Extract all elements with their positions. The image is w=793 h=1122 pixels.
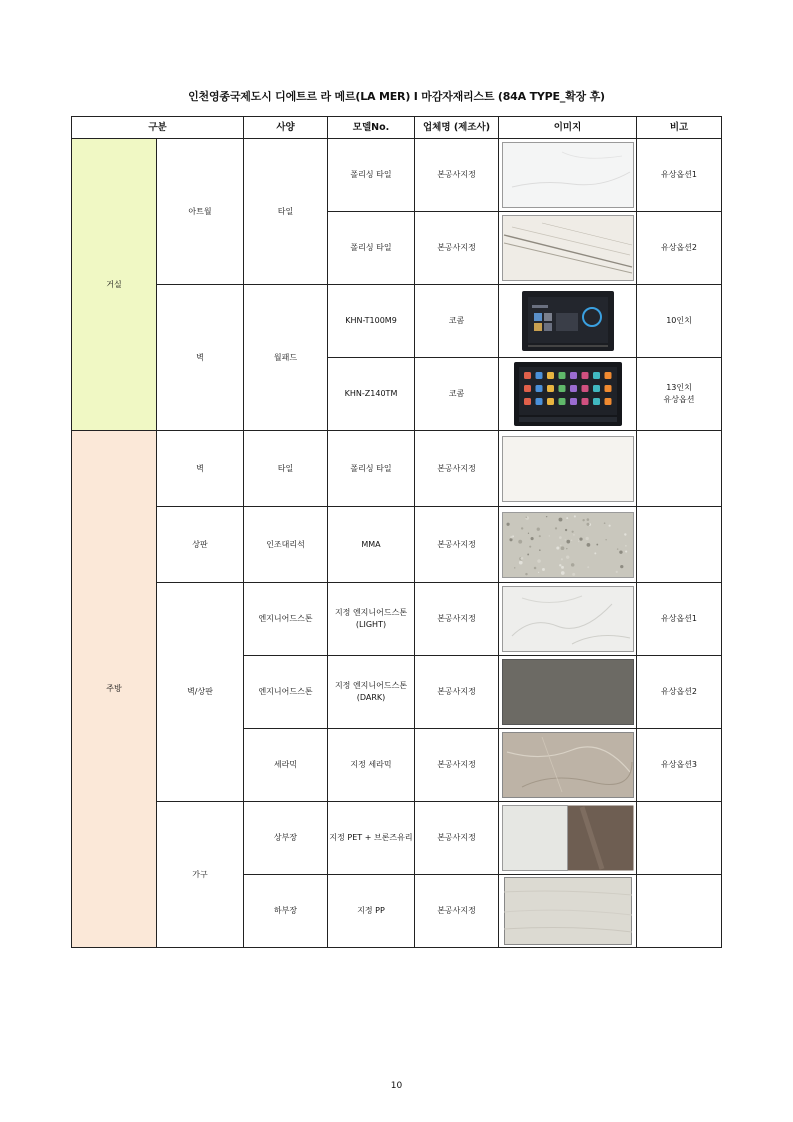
model-cell [328,583,415,656]
vendor-cell: 본공사지정 [415,729,499,802]
image-cell [499,358,637,431]
model-cell: KHN-Z140TM [328,358,415,431]
model-cell [328,656,415,729]
area-cell: 벽 [157,431,244,507]
image-cell [499,875,637,948]
vendor-cell: 본공사지정 [415,431,499,507]
col-header-model: 모델No. [328,117,415,139]
veined-marble-swatch [502,215,634,281]
model-cell: 지정 PP [328,875,415,948]
model-cell: 폴리싱 타일 [328,431,415,507]
pp-wood-swatch [504,877,632,945]
note-cell [637,507,722,583]
note-cell: 유상옵션2 [637,656,722,729]
image-cell [499,507,637,583]
ceramic-marble-swatch [502,732,634,798]
zone-living: 거실 [72,139,157,431]
light-stone-swatch [502,586,634,652]
zone-kitchen: 주방 [72,431,157,948]
note-cell: 유상옵션2 [637,212,722,285]
note-cell [637,358,722,431]
model-cell: MMA [328,507,415,583]
spec-cell: 세라믹 [244,729,328,802]
model-cell: 폴리싱 타일 [328,139,415,212]
note-cell: 유상옵션3 [637,729,722,802]
table-row [72,431,722,507]
table-row [72,507,722,583]
note-cell [637,802,722,875]
ivory-tile-swatch [502,436,634,502]
spec-cell: 엔지니어드스톤 [244,583,328,656]
vendor-cell: 본공사지정 [415,583,499,656]
image-cell [499,656,637,729]
col-header-vendor: 업체명 (제조사) [415,117,499,139]
vendor-cell: 본공사지정 [415,507,499,583]
note-cell [637,431,722,507]
terrazzo-swatch [502,512,634,578]
white-marble-swatch [502,142,634,208]
image-cell [499,139,637,212]
wallpad-10-image [522,291,614,351]
pet-bronze-swatch [502,805,634,871]
model-cell: 지정 세라믹 [328,729,415,802]
vendor-cell: 본공사지정 [415,656,499,729]
dark-stone-swatch [502,659,634,725]
table-row [72,285,722,358]
vendor-cell: 본공사지정 [415,802,499,875]
image-cell [499,583,637,656]
spec-cell: 하부장 [244,875,328,948]
page-number: 10 [390,1081,403,1091]
document-title: 인천영종국제도시 디에트르 라 메르(LA MER) I 마감자재리스트 (84A TYPE_확장 후) [188,90,605,103]
area-cell: 상판 [157,507,244,583]
image-cell [499,212,637,285]
model-line: 지정 엔지니어드스톤 [334,681,408,691]
col-header-note: 비고 [637,117,722,139]
model-cell: 폴리싱 타일 [328,212,415,285]
area-cell: 벽 [157,285,244,431]
col-header-spec: 사양 [244,117,328,139]
col-header-category: 구분 [72,117,244,139]
model-line: 지정 엔지니어드스톤 [334,608,408,618]
spec-cell: 상부장 [244,802,328,875]
spec-cell: 타일 [244,431,328,507]
spec-cell: 엔지니어드스톤 [244,656,328,729]
wallpad-13-image [514,362,622,426]
header-row [72,117,722,139]
table-row [72,802,722,875]
spec-cell: 인조대리석 [244,507,328,583]
col-header-image: 이미지 [499,117,637,139]
note-cell: 유상옵션1 [637,139,722,212]
model-cell: 지정 PET + 브론즈유리 [328,802,415,875]
note-cell [637,875,722,948]
model-cell: KHN-T100M9 [328,285,415,358]
finish-materials-table [71,116,722,948]
area-cell: 가구 [157,802,244,948]
image-cell [499,285,637,358]
note-line: 13인치 [666,383,692,393]
note-line: 유상옵션 [663,395,695,404]
area-cell: 아트월 [157,139,244,285]
spec-cell: 월패드 [244,285,328,431]
model-line: (DARK) [356,693,386,702]
area-cell: 벽/상판 [157,583,244,802]
vendor-cell: 본공사지정 [415,212,499,285]
table-row [72,139,722,212]
vendor-cell: 코콤 [415,358,499,431]
image-cell [499,729,637,802]
model-line: (LIGHT) [355,620,387,629]
vendor-cell: 본공사지정 [415,139,499,212]
note-cell: 10인치 [637,285,722,358]
vendor-cell: 코콤 [415,285,499,358]
note-cell: 유상옵션1 [637,583,722,656]
vendor-cell: 본공사지정 [415,875,499,948]
image-cell [499,431,637,507]
image-cell [499,802,637,875]
spec-cell: 타일 [244,139,328,285]
table-row [72,583,722,656]
